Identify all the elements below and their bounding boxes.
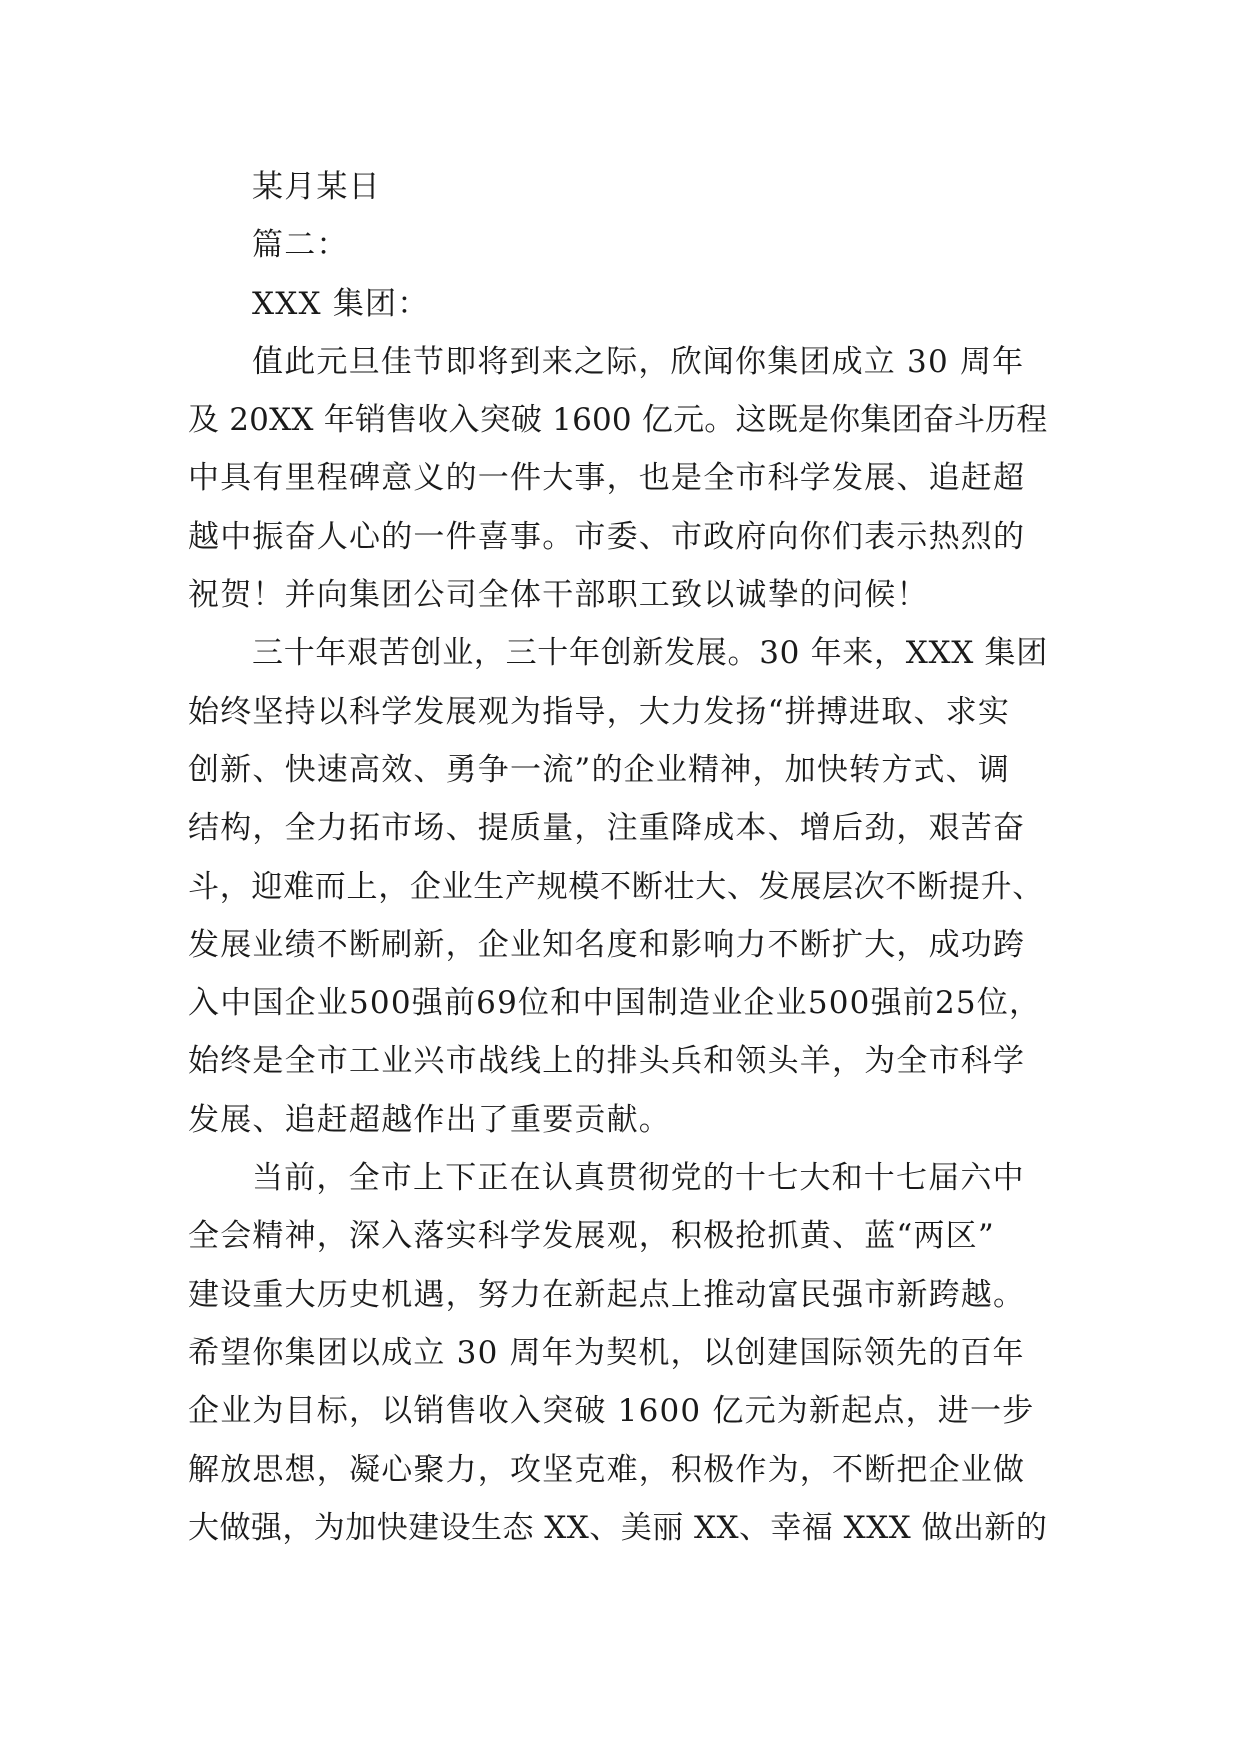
paragraph-2-line: 斗，迎难而上，企业生产规模不断壮大、发展层次不断提升、 <box>188 868 1044 905</box>
paragraph-3-line: 建设重大历史机遇，努力在新起点上推动富民强市新跨越。 <box>188 1276 1026 1313</box>
paragraph-2-line: 始终是全市工业兴市战线上的排头兵和领头羊，为全市科学 <box>188 1043 1026 1080</box>
paragraph-3-line: 希望你集团以成立 30 周年为契机，以创建国际领先的百年 <box>188 1334 1025 1371</box>
paragraph-2-line: 创新、快速高效、勇争一流”的企业精神，加快转方式、调 <box>188 751 1011 788</box>
section-heading: 篇二： <box>252 227 349 264</box>
paragraph-1-line: 及 20XX 年销售收入突破 1600 亿元。这既是你集团奋斗历程 <box>188 402 1048 439</box>
paragraph-3-line: 大做强，为加快建设生态 XX、美丽 XX、幸福 XXX 做出新的 <box>188 1509 1048 1546</box>
paragraph-3-line: 解放思想，凝心聚力，攻坚克难，积极作为，不断把企业做 <box>188 1451 1026 1488</box>
paragraph-3-line: 全会精神，深入落实科学发展观，积极抢抓黄、蓝“两区” <box>188 1218 995 1255</box>
paragraph-2-line: 结构，全力拓市场、提质量，注重降成本、增后劲，艰苦奋 <box>188 810 1026 847</box>
paragraph-2-line: 发展、追赶超越作出了重要贡献。 <box>188 1101 671 1138</box>
paragraph-2-line: 发展业绩不断刷新，企业知名度和影响力不断扩大，成功跨 <box>188 926 1026 963</box>
paragraph-1-line: 中具有里程碑意义的一件大事，也是全市科学发展、追赶超 <box>188 460 1026 497</box>
document-body <box>188 158 1050 1557</box>
paragraph-2-line: 入中国企业500强前69位和中国制造业企业500强前25位， <box>188 985 1042 1022</box>
paragraph-2-line: 三十年艰苦创业，三十年创新发展。30 年来，XXX 集团 <box>252 635 1048 672</box>
paragraph-2-line: 始终坚持以科学发展观为指导，大力发扬“拼搏进取、求实 <box>188 693 1011 730</box>
paragraph-3-line: 当前，全市上下正在认真贯彻党的十七大和十七届六中 <box>252 1160 1025 1197</box>
date-line: 某月某日 <box>252 169 381 205</box>
salutation: XXX 集团： <box>252 285 430 322</box>
paragraph-1-line: 值此元旦佳节即将到来之际，欣闻你集团成立 30 周年 <box>252 343 1025 380</box>
paragraph-1-line: 祝贺！并向集团公司全体干部职工致以诚挚的问候！ <box>188 577 929 614</box>
paragraph-3-line: 企业为目标，以销售收入突破 1600 亿元为新起点，进一步 <box>188 1393 1035 1430</box>
paragraph-1-line: 越中振奋人心的一件喜事。市委、市政府向你们表示热烈的 <box>188 518 1026 555</box>
